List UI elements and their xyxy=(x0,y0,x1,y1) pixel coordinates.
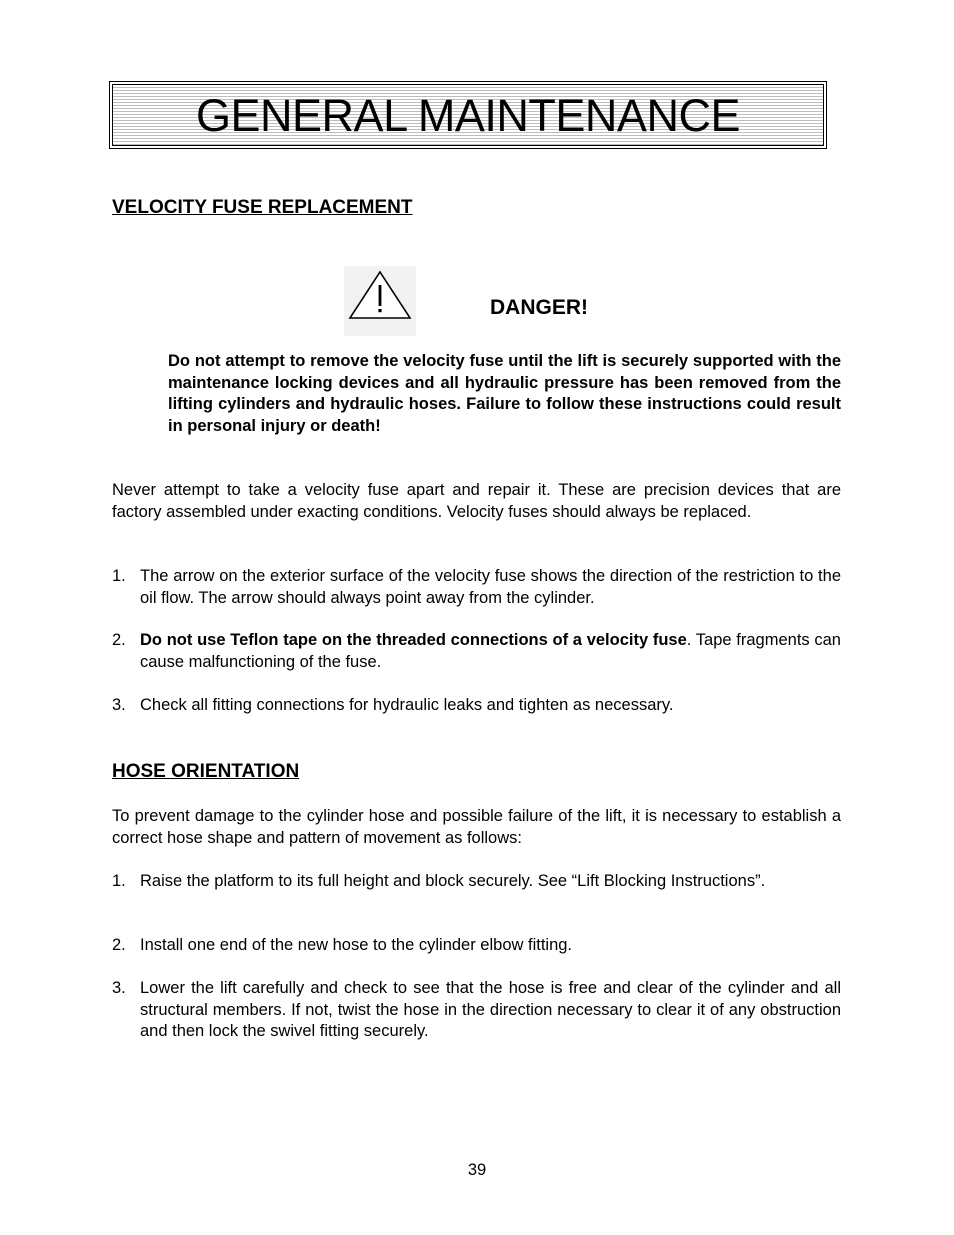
velocity-fuse-heading: VELOCITY FUSE REPLACEMENT xyxy=(112,197,413,218)
step-number: 2. xyxy=(112,936,126,954)
step-number: 1. xyxy=(112,567,126,585)
velocity-step-2 xyxy=(112,630,841,673)
velocity-step-3 xyxy=(112,695,841,717)
hose-step-3 xyxy=(112,978,841,1043)
velocity-step-1 xyxy=(112,566,841,609)
step-text: Lower the lift carefully and check to see that the hose is free and clear of the cylinder and all structural members. If not, twist the hose in the direction necessary to clear it of any obstruction and then lock the swivel fitting securely. xyxy=(140,979,841,1040)
step-number: 1. xyxy=(112,872,126,890)
step-number: 3. xyxy=(112,696,126,714)
step-text: Check all fitting connections for hydraulic leaks and tighten as necessary. xyxy=(140,696,674,714)
hose-orientation-intro: To prevent damage to the cylinder hose and possible failure of the lift, it is necessary to establish a correct hose shape and pattern of movement as follows: xyxy=(112,807,841,847)
step-text: Raise the platform to its full height and block securely. See “Lift Blocking Instructions”. xyxy=(140,872,766,890)
page-number: 39 xyxy=(467,1161,487,1179)
step-text xyxy=(140,630,841,673)
page-title-box xyxy=(112,84,824,146)
hose-step-2 xyxy=(112,935,841,957)
step-number: 3. xyxy=(112,979,126,997)
hose-orientation-heading: HOSE ORIENTATION xyxy=(112,761,300,782)
step-bold-text: Do not use Teflon tape on the threaded connections of a velocity fuse xyxy=(140,631,687,649)
velocity-fuse-intro: Never attempt to take a velocity fuse apart and repair it. These are precision devices that are factory assembled under exacting conditions. Velocity fuses should always be replaced. xyxy=(112,481,841,521)
hose-step-1 xyxy=(112,871,841,893)
danger-label: DANGER! xyxy=(490,296,588,319)
step-text: The arrow on the exterior surface of the velocity fuse shows the direction of the restriction to the oil flow. The arrow should always point away from the cylinder. xyxy=(140,567,841,607)
page-title: GENERAL MAINTENANCE xyxy=(196,89,740,141)
step-text-rest: . Tape fragments can cause malfunctioning of the fuse. xyxy=(140,631,841,671)
danger-warning-text: Do not attempt to remove the velocity fuse until the lift is securely supported with the maintenance locking devices and all hydraulic pressure has been removed from the lifting cylinders and hydraulic hoses. Failure to follow these instructions could result in personal injury or death! xyxy=(168,352,841,435)
warning-triangle-icon xyxy=(344,266,416,336)
step-text: Install one end of the new hose to the cylinder elbow fitting. xyxy=(140,936,573,954)
step-number: 2. xyxy=(112,631,126,649)
